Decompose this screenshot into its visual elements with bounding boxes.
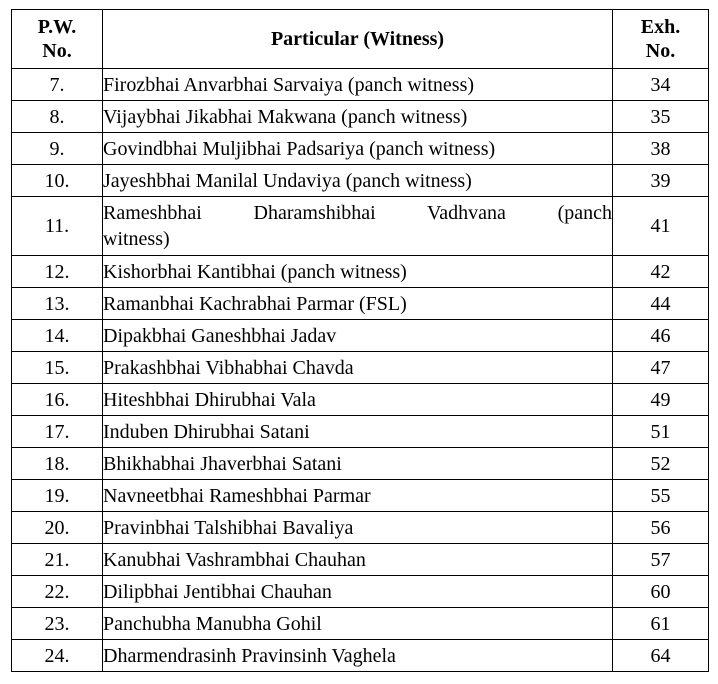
table-header-row [12, 10, 709, 69]
pw-no-cell: 16. [12, 384, 103, 416]
particular-cell: Bhikhabhai Jhaverbhai Satani [103, 448, 613, 480]
exh-no-cell: 47 [613, 352, 709, 384]
pw-no-cell: 17. [12, 416, 103, 448]
header-exh-no [613, 10, 709, 69]
table-row [12, 576, 709, 608]
table-row [12, 448, 709, 480]
particular-cell: Vijaybhai Jikabhai Makwana (panch witness) [103, 101, 613, 133]
header-pw-no-line1: P.W. [37, 16, 77, 38]
table-row [12, 288, 709, 320]
particular-cell-line2: witness) [103, 228, 170, 250]
pw-no-cell: 21. [12, 544, 103, 576]
particular-cell: Prakashbhai Vibhabhai Chavda [103, 352, 613, 384]
pw-no-cell: 24. [12, 640, 103, 672]
pw-no-cell: 11. [12, 197, 103, 256]
particular-cell [103, 197, 613, 256]
pw-no-cell: 20. [12, 512, 103, 544]
exh-no-cell: 64 [613, 640, 709, 672]
pw-no-cell: 23. [12, 608, 103, 640]
exh-no-cell: 44 [613, 288, 709, 320]
particular-cell: Dipakbhai Ganeshbhai Jadav [103, 320, 613, 352]
header-particular: Particular (Witness) [103, 10, 613, 69]
pw-no-cell: 18. [12, 448, 103, 480]
table-row [12, 608, 709, 640]
table-row [12, 101, 709, 133]
exh-no-cell: 56 [613, 512, 709, 544]
exh-no-cell: 51 [613, 416, 709, 448]
exh-no-cell: 46 [613, 320, 709, 352]
particular-cell: Pravinbhai Talshibhai Bavaliya [103, 512, 613, 544]
table-row [12, 133, 709, 165]
table-row [12, 512, 709, 544]
table-row [12, 320, 709, 352]
table-row [12, 256, 709, 288]
particular-cell: Induben Dhirubhai Satani [103, 416, 613, 448]
table-row [12, 640, 709, 672]
exh-no-cell: 60 [613, 576, 709, 608]
exh-no-cell: 61 [613, 608, 709, 640]
particular-cell: Dilipbhai Jentibhai Chauhan [103, 576, 613, 608]
pw-no-cell: 13. [12, 288, 103, 320]
pw-no-cell: 15. [12, 352, 103, 384]
exh-no-cell: 35 [613, 101, 709, 133]
exh-no-cell: 55 [613, 480, 709, 512]
header-exh-no-line1: Exh. [640, 16, 681, 38]
particular-cell: Kishorbhai Kantibhai (panch witness) [103, 256, 613, 288]
particular-cell: Ramanbhai Kachrabhai Parmar (FSL) [103, 288, 613, 320]
pw-no-cell: 7. [12, 69, 103, 101]
exh-no-cell: 57 [613, 544, 709, 576]
particular-cell-line1: Rameshbhai Dharamshibhai Vadhvana (panch [103, 202, 612, 224]
exh-no-cell: 52 [613, 448, 709, 480]
exh-no-cell: 49 [613, 384, 709, 416]
header-pw-no [12, 10, 103, 69]
particular-cell: Govindbhai Muljibhai Padsariya (panch witness) [103, 133, 613, 165]
exh-no-cell: 41 [613, 197, 709, 256]
exh-no-cell: 42 [613, 256, 709, 288]
pw-no-cell: 8. [12, 101, 103, 133]
table-row [12, 69, 709, 101]
pw-no-cell: 9. [12, 133, 103, 165]
table-row [12, 480, 709, 512]
exh-no-cell: 38 [613, 133, 709, 165]
exh-no-cell: 34 [613, 69, 709, 101]
table-row [12, 384, 709, 416]
header-pw-no-line2: No. [42, 40, 72, 62]
table-row [12, 197, 709, 256]
particular-cell: Kanubhai Vashrambhai Chauhan [103, 544, 613, 576]
table-row [12, 352, 709, 384]
particular-cell: Panchubha Manubha Gohil [103, 608, 613, 640]
particular-cell: Navneetbhai Rameshbhai Parmar [103, 480, 613, 512]
table-row [12, 544, 709, 576]
pw-no-cell: 14. [12, 320, 103, 352]
header-exh-no-line2: No. [645, 40, 676, 62]
particular-cell: Jayeshbhai Manilal Undaviya (panch witness) [103, 165, 613, 197]
pw-no-cell: 22. [12, 576, 103, 608]
pw-no-cell: 10. [12, 165, 103, 197]
pw-no-cell: 12. [12, 256, 103, 288]
particular-cell: Firozbhai Anvarbhai Sarvaiya (panch witness) [103, 69, 613, 101]
particular-cell: Dharmendrasinh Pravinsinh Vaghela [103, 640, 613, 672]
pw-no-cell: 19. [12, 480, 103, 512]
particular-cell: Hiteshbhai Dhirubhai Vala [103, 384, 613, 416]
table-row [12, 416, 709, 448]
exh-no-cell: 39 [613, 165, 709, 197]
table-row [12, 165, 709, 197]
witness-table [11, 9, 709, 672]
